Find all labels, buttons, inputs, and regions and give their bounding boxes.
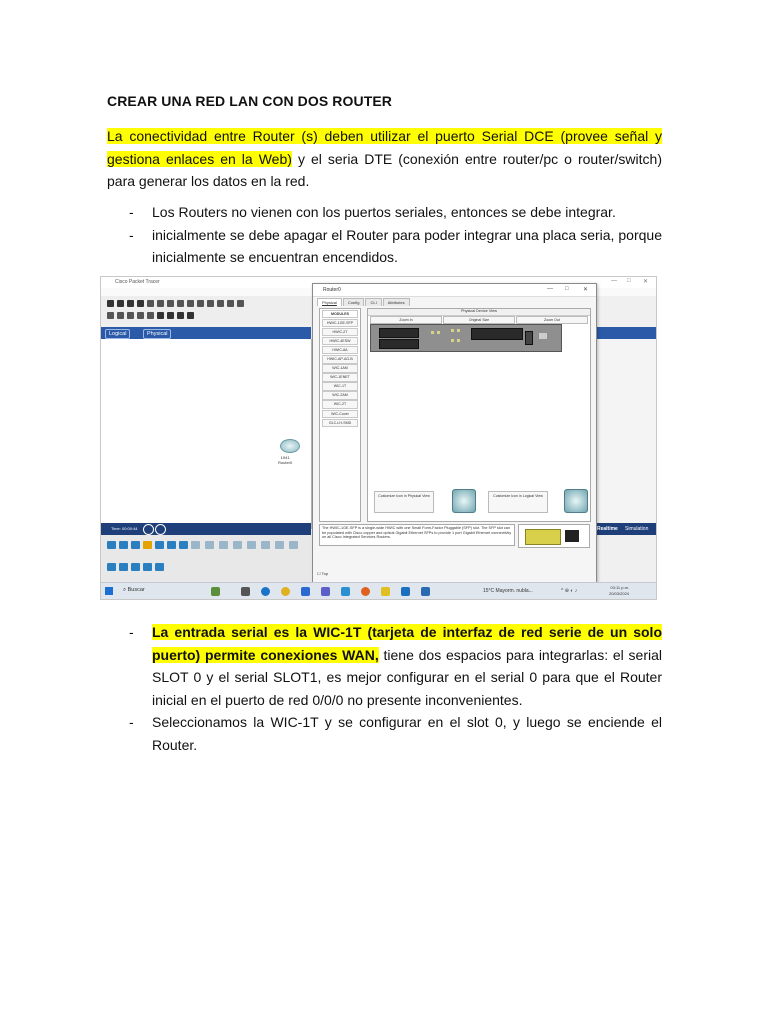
hubs-category-icon[interactable] bbox=[131, 541, 140, 549]
teams-icon[interactable] bbox=[321, 587, 330, 596]
taskbar-clock[interactable]: 03:11 p.m. 20/03/2024 bbox=[609, 585, 630, 596]
router-model-icon[interactable] bbox=[247, 541, 256, 549]
pt-toolbar bbox=[101, 296, 311, 324]
draw-icon[interactable] bbox=[157, 300, 164, 307]
right-pane bbox=[595, 339, 656, 523]
copy-icon[interactable] bbox=[177, 300, 184, 307]
power-cycle-icon[interactable] bbox=[143, 524, 154, 535]
power-port bbox=[539, 333, 547, 339]
device-palette bbox=[101, 535, 311, 585]
customize-physical-button[interactable]: Customize Icon in Physical View bbox=[374, 491, 434, 513]
router-dialog-titlebar bbox=[313, 284, 596, 297]
undo-icon[interactable] bbox=[197, 300, 204, 307]
windows-taskbar bbox=[101, 582, 656, 600]
module-item[interactable]: HWIC-4ESW bbox=[322, 337, 358, 346]
mode-bar bbox=[595, 523, 656, 535]
connections-category-icon[interactable] bbox=[143, 541, 152, 549]
taskbar-search[interactable]: ⌕ Buscar bbox=[123, 587, 145, 593]
bullet-list-top bbox=[107, 201, 662, 269]
end-devices-category-icon[interactable] bbox=[155, 541, 164, 549]
zoom-in-icon[interactable] bbox=[217, 300, 224, 307]
tab-physical[interactable]: Physical bbox=[317, 298, 342, 306]
routers-category-icon[interactable] bbox=[107, 541, 116, 549]
paste-icon[interactable] bbox=[187, 300, 194, 307]
new-icon[interactable] bbox=[107, 300, 114, 307]
print-icon[interactable] bbox=[137, 300, 144, 307]
module-pcb-image bbox=[525, 529, 561, 545]
port bbox=[451, 339, 454, 342]
wan-emulation-category-icon[interactable] bbox=[179, 541, 188, 549]
minimize-icon[interactable]: — bbox=[611, 278, 617, 284]
toolbar-row-1 bbox=[107, 300, 244, 310]
original-size-button[interactable]: Original Size bbox=[443, 316, 515, 324]
time-bar bbox=[101, 523, 311, 535]
open-icon[interactable] bbox=[117, 300, 124, 307]
outlook-icon[interactable] bbox=[401, 587, 410, 596]
port bbox=[457, 339, 460, 342]
device-type-icon[interactable] bbox=[143, 563, 152, 571]
port bbox=[457, 329, 460, 332]
wic-highlight: La entrada serial es la WIC-1T (tarjeta de interfaz de red serie de un solo puerto) permite conexiones WAN, bbox=[152, 624, 662, 663]
system-tray[interactable]: ^ ⊕ ◐ ♪ bbox=[561, 588, 578, 594]
router-model-icon[interactable] bbox=[289, 541, 298, 549]
module-item[interactable]: HWIC-2T bbox=[322, 328, 358, 337]
router-model-icon[interactable] bbox=[275, 541, 284, 549]
workspace-bar bbox=[101, 327, 311, 339]
list-item: - Seleccionamos la WIC-1T y se configurar en el slot 0, y luego se enciende el Router. bbox=[107, 711, 662, 756]
module-description: The HWIC-1GE-SFP is a single-wide HWIC with one Small Form-Factor Pluggable (SFP) slot. The SFP slot can be populated with Cisco copper and optical Gigabit Ethernet SFPs to provide 1 port Gigabit Ethernet connectivity on all Cisco Integrated Services Routers. bbox=[319, 524, 515, 546]
select-icon[interactable] bbox=[107, 312, 114, 319]
maximize-icon[interactable]: □ bbox=[565, 286, 569, 292]
simulation-tab[interactable]: Simulation bbox=[625, 526, 649, 532]
module-item[interactable]: WIC-Cover bbox=[322, 410, 358, 419]
resize-icon[interactable] bbox=[137, 312, 144, 319]
page-title: CREAR UNA RED LAN CON DOS ROUTER bbox=[107, 93, 393, 109]
app-icon[interactable] bbox=[301, 587, 310, 596]
module-item[interactable]: HWIC-AP-AG-B bbox=[322, 355, 358, 364]
intro-paragraph bbox=[107, 125, 662, 193]
router-physical-icon bbox=[452, 489, 476, 513]
windows-start-icon[interactable] bbox=[105, 587, 113, 595]
file-explorer-icon[interactable] bbox=[381, 587, 390, 596]
module-item[interactable]: WIC-1ENET bbox=[322, 373, 358, 382]
module-item[interactable]: WIC-1T bbox=[322, 382, 358, 391]
port bbox=[437, 331, 440, 334]
minimize-icon[interactable]: — bbox=[547, 286, 553, 292]
hwic-slot-0[interactable] bbox=[379, 328, 419, 338]
customize-logical-button[interactable]: Customize Icon in Logical View bbox=[488, 491, 548, 513]
zoom-out-icon[interactable] bbox=[237, 300, 244, 307]
app-icon[interactable] bbox=[361, 587, 370, 596]
tab-physical[interactable]: Physical bbox=[143, 329, 171, 339]
router-dialog-tabs bbox=[317, 298, 410, 306]
wic-rest: tiene dos espacios para integrarlas: el serial SLOT 0 y el serial SLOT1, es mejor configurar en el serial 0 para que el Router inicial en el puerto de red 0/0/0 no presente inconvenientes. bbox=[152, 646, 662, 708]
router-model-icon[interactable] bbox=[261, 541, 270, 549]
chrome-icon[interactable] bbox=[281, 587, 290, 596]
bullet-list-bottom bbox=[107, 621, 662, 756]
router-model-icon[interactable] bbox=[191, 541, 200, 549]
pdu-icon[interactable] bbox=[177, 312, 184, 319]
fast-forward-icon[interactable] bbox=[155, 524, 166, 535]
rectangle-icon[interactable] bbox=[167, 312, 174, 319]
packet-tracer-screenshot bbox=[100, 276, 657, 600]
router-chassis bbox=[370, 324, 562, 352]
complex-pdu-icon[interactable] bbox=[187, 312, 194, 319]
router-model-icon[interactable] bbox=[219, 541, 228, 549]
list-item: - Los Routers no vienen con los puertos seriales, entonces se debe integrar. bbox=[107, 201, 662, 224]
list-item: - inicialmente se debe apagar el Router para poder integrar una placa seria, porque inicialmente se encuentran encendidos. bbox=[107, 224, 662, 269]
close-icon[interactable]: ✕ bbox=[643, 279, 649, 285]
router-model-icon[interactable] bbox=[205, 541, 214, 549]
physical-view-header: Physical Device View bbox=[368, 309, 590, 316]
pt-app-title: Cisco Packet Tracer bbox=[115, 279, 160, 285]
ehwic-slot[interactable] bbox=[471, 328, 523, 340]
device-type-icon[interactable] bbox=[107, 563, 116, 571]
top-checkbox[interactable]: ☐ Top bbox=[317, 571, 329, 576]
hwic-slot-1[interactable] bbox=[379, 339, 419, 349]
router-model-icon[interactable] bbox=[233, 541, 242, 549]
close-icon[interactable]: ✕ bbox=[583, 287, 589, 293]
tab-config[interactable]: Config bbox=[343, 298, 365, 306]
weather-widget[interactable]: 15°C Mayorm. nubla... bbox=[483, 588, 533, 594]
module-port-image bbox=[565, 530, 579, 542]
router-label: 1941 Router0 bbox=[278, 455, 293, 465]
device-type-icon[interactable] bbox=[131, 563, 140, 571]
power-switch[interactable] bbox=[525, 331, 533, 345]
device-type-icon[interactable] bbox=[155, 563, 164, 571]
app-icon[interactable] bbox=[341, 587, 350, 596]
tab-logical[interactable]: Logical bbox=[105, 329, 130, 339]
realtime-tab[interactable]: Realtime bbox=[597, 526, 618, 532]
workspace-bar-right bbox=[595, 327, 656, 339]
tab-cli[interactable]: CLI bbox=[365, 298, 381, 306]
switches-category-icon[interactable] bbox=[119, 541, 128, 549]
task-view-icon[interactable] bbox=[241, 587, 250, 596]
module-preview bbox=[518, 524, 590, 548]
physical-device-view bbox=[367, 308, 591, 522]
device-type-icon[interactable] bbox=[119, 563, 128, 571]
redo-icon[interactable] bbox=[207, 300, 214, 307]
module-item[interactable]: GLC-LH-SMD bbox=[322, 419, 358, 428]
edit-icon[interactable] bbox=[167, 300, 174, 307]
module-item[interactable]: WIC-2T bbox=[322, 400, 358, 409]
list-item bbox=[107, 621, 662, 711]
inspect-icon[interactable] bbox=[117, 312, 124, 319]
time-label: Time: 00:00:44 bbox=[111, 526, 138, 531]
maximize-icon[interactable]: □ bbox=[627, 278, 631, 284]
router-dialog-title: Router0 bbox=[323, 287, 341, 293]
widgets-icon[interactable] bbox=[211, 587, 220, 596]
packet-tracer-icon[interactable] bbox=[421, 587, 430, 596]
module-item[interactable]: HWIC-8A bbox=[322, 346, 358, 355]
zoom-reset-icon[interactable] bbox=[227, 300, 234, 307]
modules-header: MODULES bbox=[322, 310, 358, 319]
edge-icon[interactable] bbox=[261, 587, 270, 596]
delete-icon[interactable] bbox=[127, 312, 134, 319]
logical-workspace[interactable] bbox=[101, 339, 312, 529]
toolbar-row-2 bbox=[107, 312, 194, 322]
module-item[interactable]: HWIC-1GE-SFP bbox=[322, 319, 358, 328]
zoom-out-button[interactable]: Zoom Out bbox=[516, 316, 588, 324]
port bbox=[451, 329, 454, 332]
intro-rest: y el seria DTE (conexión entre router/pc o router/switch) para generar los datos en la red. bbox=[107, 150, 662, 189]
save-icon[interactable] bbox=[127, 300, 134, 307]
modules-list bbox=[319, 308, 361, 522]
router-dialog bbox=[312, 283, 597, 585]
line-icon[interactable] bbox=[157, 312, 164, 319]
security-category-icon[interactable] bbox=[167, 541, 176, 549]
wizard-icon[interactable] bbox=[147, 300, 154, 307]
module-item[interactable]: WIC-2AM bbox=[322, 391, 358, 400]
module-item[interactable]: WIC-1AM bbox=[322, 364, 358, 373]
router-icon[interactable] bbox=[280, 439, 300, 453]
zoom-in-button[interactable]: Zoom In bbox=[370, 316, 442, 324]
note-icon[interactable] bbox=[147, 312, 154, 319]
tab-attributes[interactable]: Attributes bbox=[383, 298, 410, 306]
intro-highlighted: La conectividad entre Router (s) deben utilizar el puerto Serial DCE (provee señal y gestiona enlaces en la Web) bbox=[107, 128, 662, 167]
router-logical-icon bbox=[564, 489, 588, 513]
port bbox=[431, 331, 434, 334]
